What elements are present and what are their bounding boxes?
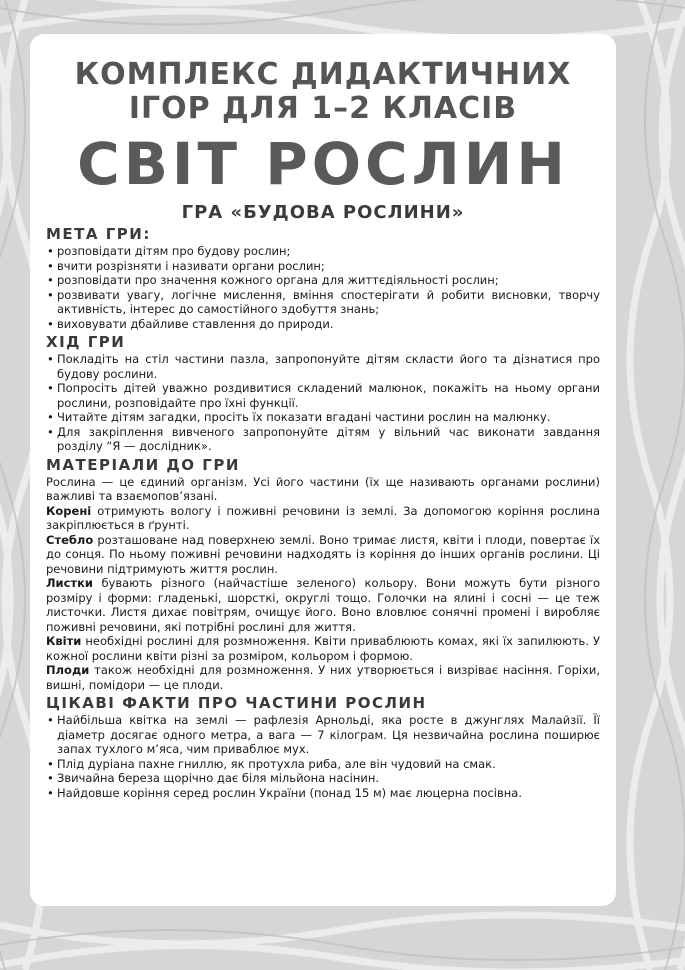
supertitle-line-2: ІГОР ДЛЯ 1–2 КЛАСІВ — [128, 91, 518, 126]
course-item: • Читайте дітям загадки, просіть їх показати вгадані частини рослин на малюнку. — [46, 410, 600, 425]
materials-paragraph-leaves — [46, 576, 600, 634]
term-flowers: Квіти — [46, 634, 82, 648]
game-title: ГРА «БУДОВА РОСЛИНИ» — [181, 202, 465, 223]
course-heading: ХІД ГРИ — [46, 333, 126, 351]
materials-section — [46, 456, 600, 693]
goal-item: • розвивати увагу, логічне мислення, вміння спостерігати й робити висновки, творчу активність, інтерес до самостійного здобуття знань; — [46, 288, 600, 317]
facts-heading: ЦІКАВІ ФАКТИ ПРО ЧАСТИНИ РОСЛИН — [46, 694, 427, 712]
materials-paragraph-flowers — [46, 634, 600, 663]
course-item: • Для закріплення вивченого запропонуйте дітям у вільний час виконати завдання розділу “Я — дослідник». — [46, 425, 600, 454]
text-flowers: необхідні рослині для розмноження. Квіти приваблюють комах, які їх запилюють. У кожної рослини квіти різні за розміром, кольором і формою. — [46, 634, 600, 663]
facts-list — [46, 713, 600, 800]
fact-item: • Плід дуріана пахне гниллю, як протухла риба, але він чудовий на смак. — [46, 757, 600, 772]
fact-item: • Найдовше коріння серед рослин України (понад 15 м) має люцерна посівна. — [46, 786, 600, 801]
goal-heading: МЕТА ГРИ: — [46, 225, 151, 243]
text-stem: розташоване над поверхнею землі. Воно тримає листя, квіти і плоди, повертає їх до сонця. По ньому поживні речовини надходять із коріння до інших органів рослини. Ці речовини підтримують життя рослин. — [46, 532, 600, 576]
term-leaves: Листки — [46, 576, 93, 590]
course-item: • Покладіть на стіл частини пазла, запропонуйте дітям скласти його та дізнатися про будову рослини. — [46, 352, 600, 381]
goal-section — [46, 225, 600, 331]
text-roots: отримують вологу і поживні речовини із землі. За допомогою коріння рослина закріплюється в ґрунті. — [46, 503, 600, 532]
goal-item: • розповідати про значення кожного органа для життєдіяльності рослин; — [46, 273, 600, 288]
course-section — [46, 333, 600, 454]
content-panel — [30, 34, 616, 906]
facts-section — [46, 694, 600, 800]
supertitle-line-1: КОМПЛЕКС ДИДАКТИЧНИХ — [74, 57, 572, 92]
goal-item: • виховувати дбайливе ставлення до природи. — [46, 317, 600, 332]
course-list — [46, 352, 600, 454]
term-fruits: Плоди — [46, 663, 90, 677]
fact-item: • Звичайна береза щорічно дає біля мільйона насінин. — [46, 771, 600, 786]
materials-intro: Рослина — це єдиний організм. Усі його частини (їх ще називають органами рослини) важливі та взаємопов’язані. — [46, 474, 600, 503]
term-stem: Стебло — [46, 532, 94, 547]
fact-item: • Найбільша квітка на землі — рафлезія Арнольді, яка росте в джунглях Малайзії. Її діаметр досягає одного метра, а вага — 7 кілограм. Ця незвичайна рослина поширює запах тухлого м’яса, чим приваблює мух. — [46, 713, 600, 757]
materials-paragraph-fruits — [46, 663, 600, 692]
goal-list — [46, 244, 600, 331]
materials-heading: МАТЕРІАЛИ ДО ГРИ — [46, 455, 240, 474]
text-leaves: бувають різного (найчастіше зеленого) кольору. Вони можуть бути різного розміру і форми: гладенькі, шорсткі, округлі тощо. Голочки на ялині і сосні — це теж листочки. Листя дихає повітрям, очищує його. Воно вловлює сонячні промені і виробляє поживні речовини, які потрібні рослині для життя. — [46, 576, 600, 634]
page-title: СВІТ РОСЛИН — [77, 130, 569, 198]
materials-paragraph-roots — [46, 504, 600, 533]
materials-paragraph-stem — [46, 533, 600, 577]
text-fruits: також необхідні для розмноження. У них утворюється і визріває насіння. Горіхи, вишні, помідори — це плоди. — [46, 663, 600, 692]
term-roots: Корені — [46, 503, 92, 518]
goal-item: • розповідати дітям про будову рослин; — [46, 244, 600, 259]
course-item: • Попросіть дітей уважно роздивитися складений малюнок, покажіть на ньому органи рослини, розповідайте про їхні функції. — [46, 381, 600, 410]
goal-item: • вчити розрізняти і називати органи рослин; — [46, 259, 600, 274]
